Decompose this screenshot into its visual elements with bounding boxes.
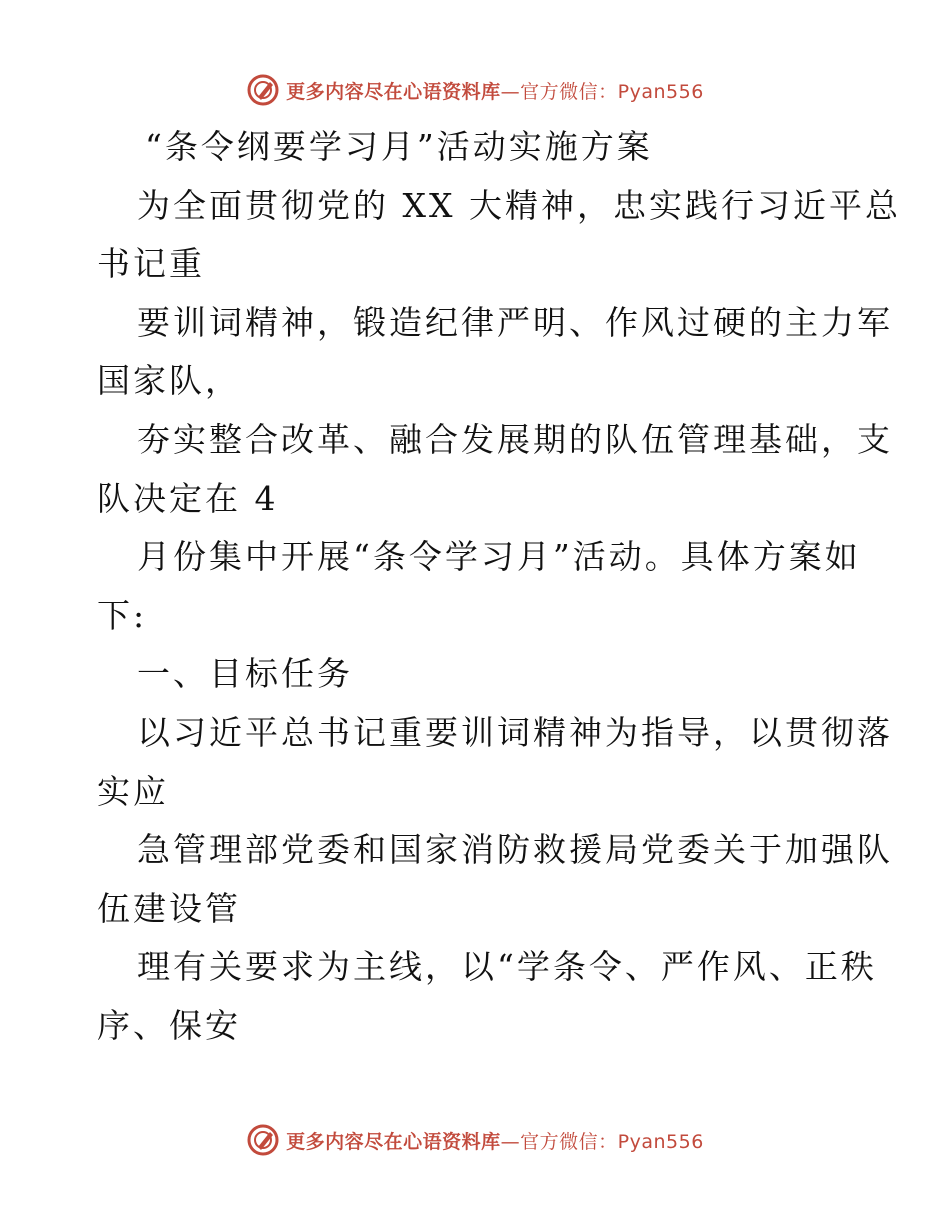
document-line: 理有关要求为主线，以“学条令、严作风、正秩 (137, 947, 877, 987)
document-line: 要训词精神，锻造纪律严明、作风过硬的主力军 (137, 302, 893, 342)
watermark-main-text: 更多内容尽在心语资料库 (286, 1130, 501, 1153)
document-line: 急管理部党委和国家消防救援局党委关于加强队 (137, 830, 893, 870)
watermark-banner-bottom (0, 1120, 950, 1160)
watermark-text (286, 77, 704, 104)
document-line: 以习近平总书记重要训词精神为指导，以贯彻落 (137, 712, 893, 752)
document-line: 实应 (97, 771, 169, 811)
document-line: 夯实整合改革、融合发展期的队伍管理基础，支 (137, 419, 893, 459)
watermark-suffix-text: 官方微信：Pyan556 (520, 80, 704, 103)
document-line: 月份集中开展“条令学习月”活动。具体方案如 (137, 537, 861, 577)
pen-logo-icon (246, 1123, 280, 1157)
watermark-dash: — (500, 1130, 521, 1153)
document-line: 书记重 (97, 244, 205, 284)
document-body (97, 118, 901, 1056)
document-title: “条令纲要学习月”活动实施方案 (145, 127, 653, 166)
document-line: 下: (97, 595, 148, 635)
watermark-main-text: 更多内容尽在心语资料库 (286, 80, 501, 103)
pen-logo-icon (246, 73, 280, 107)
document-line: 队决定在 4 (97, 478, 279, 518)
watermark-suffix-text: 官方微信：Pyan556 (520, 1130, 704, 1153)
watermark-dash: — (500, 80, 521, 103)
document-line: 一、目标任务 (137, 654, 353, 694)
document-line: 国家队， (97, 361, 241, 401)
document-line: 为全面贯彻党的 XX 大精神，忠实践行习近平总 (137, 185, 901, 225)
watermark-text (286, 1127, 704, 1154)
document-line: 伍建设管 (97, 888, 241, 928)
document-line: 序、保安 (97, 1005, 241, 1045)
watermark-banner-top (0, 70, 950, 110)
